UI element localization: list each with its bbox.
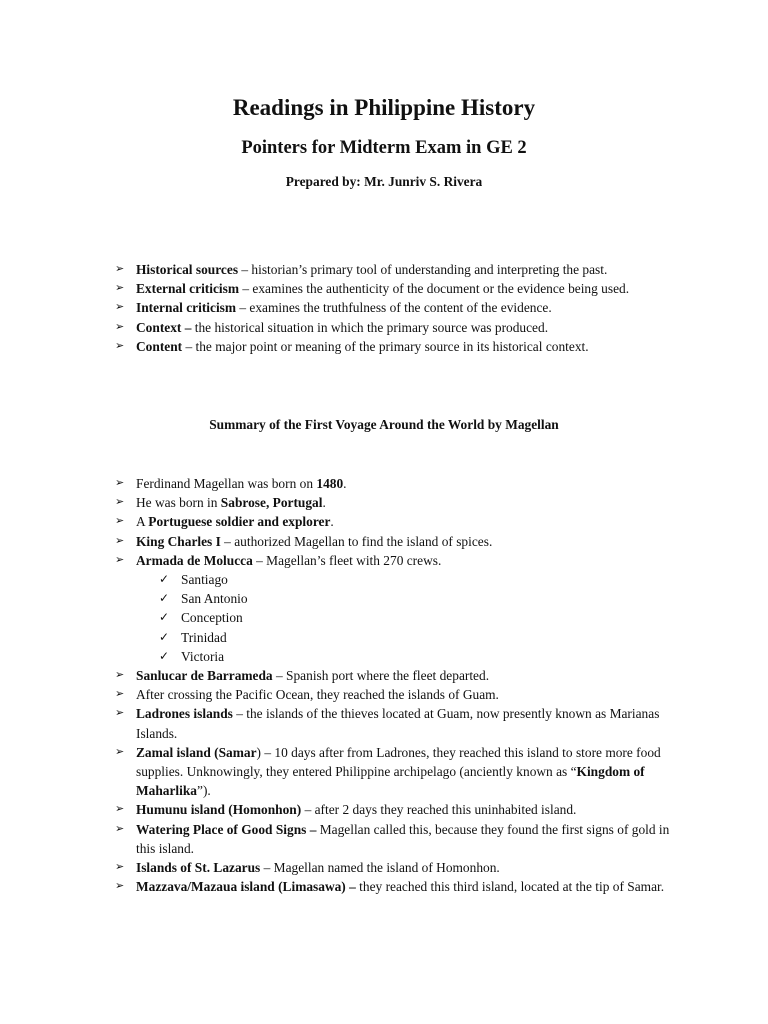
list-item [0,551,671,570]
arrow-bullet-icon: ➢ [115,880,125,893]
arrow-bullet-icon: ➢ [115,515,125,528]
bold-term: Kingdom of Maharlika [136,764,645,799]
item-text: – historian’s primary tool of understanding and interpreting the past. [238,262,608,277]
bold-term: Ladrones islands [136,706,233,722]
ship-name: Santiago [181,572,228,588]
item-text: . [343,476,347,491]
sub-list-container [0,570,671,666]
arrow-bullet-icon: ➢ [115,301,125,314]
bold-term: Sabrose, Portugal [220,495,323,511]
item-text: A [136,514,149,530]
item-text: – Magellan’s fleet with 270 crews. [252,552,442,568]
item-text: Magellan called this, because they found the first signs of gold in this island. [136,821,670,856]
ship-list-item [136,589,671,608]
checkmark-icon: ✓ [159,591,170,606]
list-item [0,337,671,356]
item-text: ) – 10 days after from Ladrones, they reached this island to store more food supplies. Unknowingly, they entered Philippine archipelago (anciently known as “ [136,744,661,780]
key-terms-list [0,260,671,356]
bold-term: Context – [136,319,192,335]
item-text: . [322,495,326,511]
list-item [0,512,671,531]
arrow-bullet-icon: ➢ [115,803,125,816]
list-item [0,298,671,317]
bold-term: Portuguese soldier and explorer [148,514,331,530]
item-text: the historical situation in which the primary source was produced. [191,319,549,335]
list-item [0,260,671,279]
bold-term: External criticism [136,281,239,297]
item-text: – Magellan named the island of Homonhon. [260,860,500,876]
ship-name: Victoria [181,648,225,664]
bold-term: Humunu island (Homonhon) [136,802,302,818]
bold-term: 1480 [316,476,344,491]
arrow-bullet-icon: ➢ [115,707,125,720]
fleet-ships-list [136,570,671,666]
ship-list-item [136,647,671,666]
item-text: – examines the authenticity of the document or the evidence being used. [239,281,630,297]
arrow-bullet-icon: ➢ [115,745,125,758]
arrow-bullet-icon: ➢ [115,669,125,682]
bold-term: Historical sources [136,262,239,277]
item-text: – Spanish port where the fleet departed. [272,668,490,684]
ship-list-item [136,608,671,627]
checkmark-icon: ✓ [159,572,170,587]
arrow-bullet-icon: ➢ [115,320,125,333]
item-text: Ferdinand Magellan was born on [136,476,317,491]
item-text: – the major point or meaning of the primary source in its historical context. [182,338,589,354]
item-text: they reached this third island, located at the tip of Samar. [355,879,665,895]
list-item [0,685,671,704]
bold-term: Islands of St. Lazarus [136,860,261,876]
item-text: ”). [197,783,211,799]
list-item [0,858,671,877]
list-item [0,474,671,493]
list-item [0,877,671,896]
prepared-by-line: Prepared by: Mr. Junriv S. Rivera [285,174,483,189]
bold-term: Watering Place of Good Signs – [136,821,317,837]
item-text: – examines the truthfulness of the content of the evidence. [236,300,552,316]
bold-term: Sanlucar de Barrameda [136,668,273,684]
checkmark-icon: ✓ [159,610,170,625]
ship-list-item [136,570,671,589]
arrow-bullet-icon: ➢ [115,282,125,295]
document-title: Readings in Philippine History [232,95,536,120]
list-item [0,318,671,337]
list-item [0,279,671,298]
bold-term: King Charles I [136,533,221,549]
arrow-bullet-icon: ➢ [115,534,125,547]
list-item [0,704,671,742]
arrow-bullet-icon: ➢ [115,553,125,566]
list-item [0,493,671,512]
document-subtitle: Pointers for Midterm Exam in GE 2 [241,138,527,158]
ship-name: Trinidad [181,629,227,645]
item-text: – the islands of the thieves located at Guam, now presently known as Marianas Islands. [136,706,660,741]
bold-term: Armada de Molucca [136,552,253,568]
list-item [0,820,671,858]
ship-list-item [136,628,671,647]
item-text: . [330,514,334,530]
item-text: After crossing the Pacific Ocean, they reached the islands of Guam. [136,687,499,703]
list-item [0,666,671,685]
bold-term: Mazzava/Mazaua island (Limasawa) – [136,879,356,895]
voyage-summary-list [0,474,671,896]
arrow-bullet-icon: ➢ [115,477,125,489]
checkmark-icon: ✓ [159,648,170,663]
section-heading: Summary of the First Voyage Around the World by Magellan [209,417,559,432]
list-item [0,800,671,819]
list-item [0,743,671,801]
arrow-bullet-icon: ➢ [115,861,125,874]
item-text: – after 2 days they reached this uninhabited island. [301,802,577,818]
arrow-bullet-icon: ➢ [115,339,125,352]
item-text: He was born in [136,495,221,511]
bold-term: Internal criticism [136,300,237,316]
checkmark-icon: ✓ [159,629,170,644]
ship-name: Conception [181,610,243,626]
arrow-bullet-icon: ➢ [115,822,125,835]
list-item [0,532,671,551]
ship-name: San Antonio [181,591,248,607]
arrow-bullet-icon: ➢ [115,263,125,275]
item-text: – authorized Magellan to find the island of spices. [220,533,493,549]
arrow-bullet-icon: ➢ [115,688,125,701]
bold-term: Zamal island (Samar [136,744,257,760]
bold-term: Content [136,338,183,354]
arrow-bullet-icon: ➢ [115,496,125,509]
